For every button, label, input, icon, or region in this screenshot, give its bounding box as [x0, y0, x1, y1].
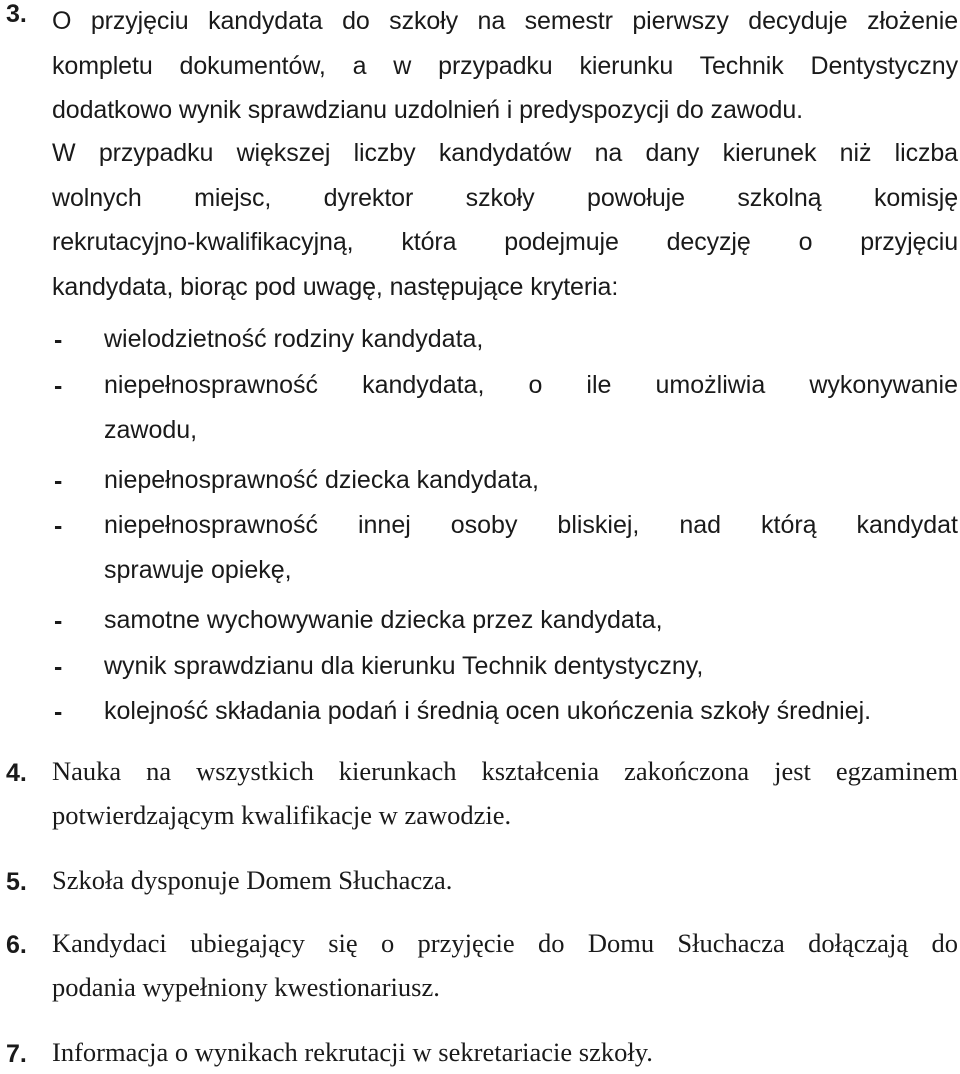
item-3-intro-line: kompletu dokumentów, a w przypadku kierunku Technik Dentystyczny — [52, 51, 958, 80]
criteria-line: zawodu, — [104, 415, 198, 444]
item-7-number: 7. — [6, 1040, 27, 1068]
criteria-dash: - — [54, 512, 63, 540]
criteria-dash: - — [54, 653, 63, 681]
criteria-item — [104, 317, 958, 362]
item-5-line: Szkoła dysponuje Domem Słuchacza. — [52, 865, 453, 895]
criteria-item — [104, 689, 958, 734]
criteria-line: niepełnosprawność dziecka kandydata, — [104, 466, 539, 494]
item-3-committee-line: W przypadku większej liczby kandydatów na dany kierunek niż liczba — [52, 139, 958, 167]
criteria-line: wielodzietność rodziny kandydata, — [104, 325, 484, 353]
criteria-line: niepełnosprawność innej osoby bliskiej, nad którą kandydat — [104, 511, 958, 539]
criteria-line: niepełnosprawność kandydata, o ile umożliwia wykonywanie — [104, 371, 958, 399]
criteria-dash: - — [54, 467, 63, 495]
criteria-dash: - — [54, 372, 63, 400]
item-4-line: Nauka na wszystkich kierunkach kształcenia zakończona jest egzaminem — [52, 756, 958, 786]
criteria-item — [104, 458, 958, 503]
item-4-line: potwierdzającym kwalifikacje w zawodzie. — [52, 800, 512, 830]
item-3-intro-line: dodatkowo wynik sprawdzianu uzdolnień i predyspozycji do zawodu. — [52, 96, 803, 124]
criteria-dash: - — [54, 607, 63, 635]
item-3-number: 3. — [6, 0, 27, 28]
item-3-intro-line: O przyjęciu kandydata do szkoły na semestr pierwszy decyduje złożenie — [52, 7, 958, 35]
criteria-item — [104, 644, 958, 689]
item-7-text — [52, 1030, 958, 1074]
item-3-committee-line: kandydata, biorąc pod uwagę, następujące kryteria: — [52, 272, 619, 301]
item-6-line: Kandydaci ubiegający się o przyjęcie do Domu Słuchacza dołączają do — [52, 928, 958, 958]
criteria-line: sprawuje opiekę, — [104, 555, 292, 584]
item-6-line: podania wypełniony kwestionariusz. — [52, 972, 440, 1002]
item-4-text — [52, 749, 958, 837]
criteria-item — [104, 503, 958, 592]
criteria-line: wynik sprawdzianu dla kierunku Technik dentystyczny, — [104, 652, 704, 680]
item-4-number: 4. — [6, 759, 27, 787]
item-3-committee — [52, 131, 958, 309]
item-7-line: Informacja o wynikach rekrutacji w sekretariacie szkoły. — [52, 1037, 653, 1067]
criteria-item — [104, 363, 958, 452]
item-6-text — [52, 921, 958, 1009]
criteria-item — [104, 598, 958, 643]
item-3-intro — [52, 0, 958, 133]
criteria-dash: - — [54, 698, 63, 726]
item-5-number: 5. — [6, 868, 27, 896]
item-3-committee-line: wolnych miejsc, dyrektor szkoły powołuje szkolną komisję — [52, 183, 958, 212]
criteria-dash: - — [54, 326, 63, 354]
criteria-line: samotne wychowywanie dziecka przez kandydata, — [104, 606, 663, 634]
item-6-number: 6. — [6, 931, 27, 959]
item-5-text — [52, 858, 958, 902]
item-3-committee-line: rekrutacyjno-kwalifikacyjną, która podejmuje decyzję o przyjęciu — [52, 228, 958, 256]
criteria-line: kolejność składania podań i średnią ocen ukończenia szkoły średniej. — [104, 697, 872, 725]
